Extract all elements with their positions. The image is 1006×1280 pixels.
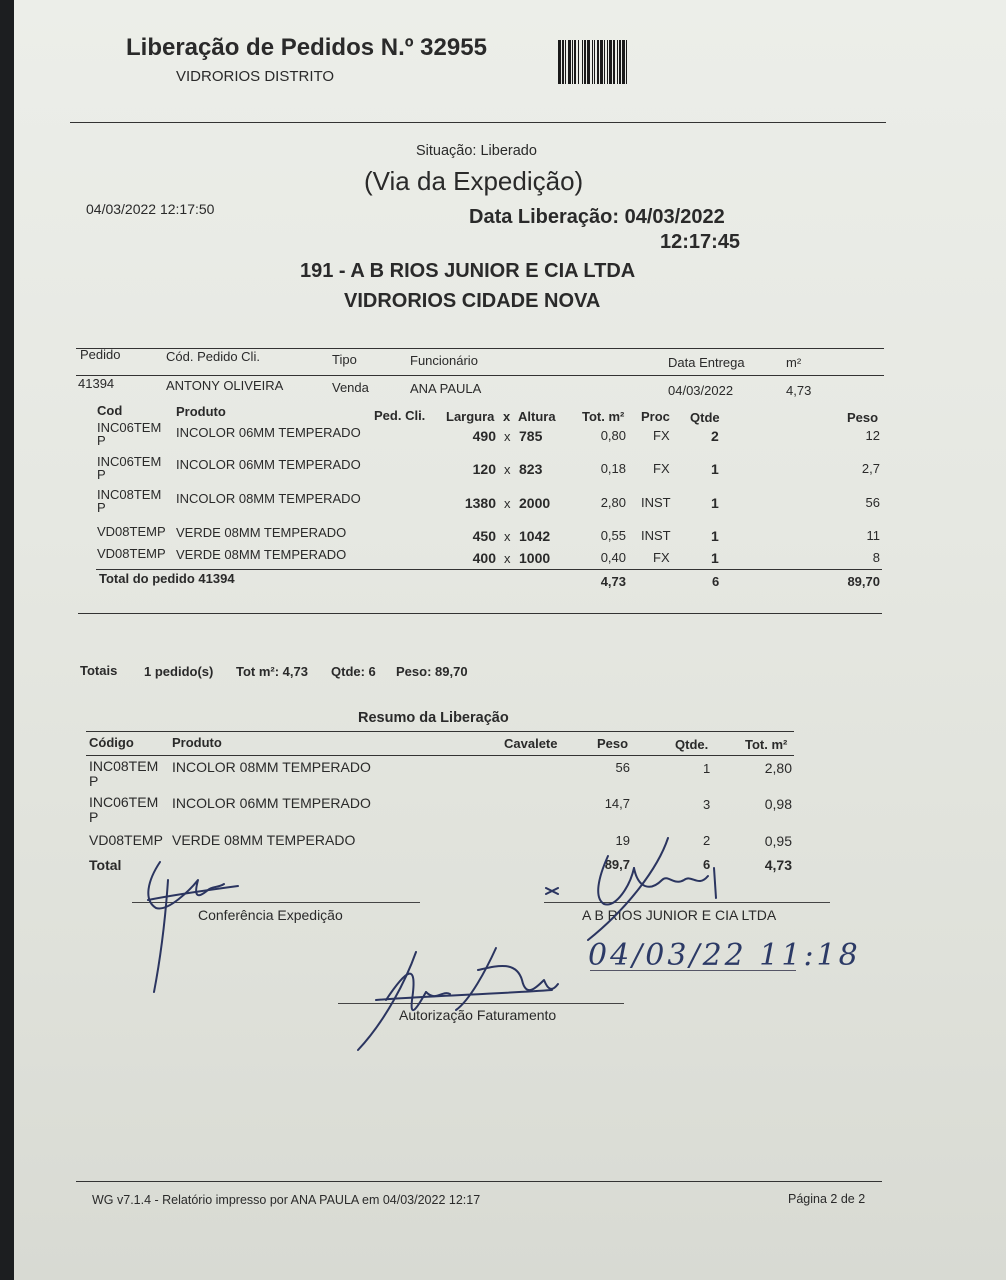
summary-qtde: 3 bbox=[703, 797, 711, 812]
items-header-peso: Peso bbox=[847, 410, 879, 425]
order-m2: 4,73 bbox=[786, 383, 812, 398]
signature-label-client: A B RIOS JUNIOR E CIA LTDA bbox=[582, 907, 777, 923]
item-largura: 400 bbox=[472, 550, 496, 566]
company-name: VIDRORIOS DISTRITO bbox=[176, 68, 335, 85]
item-x: x bbox=[504, 429, 511, 444]
items-total-label: Total do pedido 41394 bbox=[99, 571, 235, 586]
summary-peso: 19 bbox=[615, 833, 630, 848]
item-altura: 2000 bbox=[519, 495, 551, 511]
summary-codigo-cont: P bbox=[89, 809, 99, 825]
summary-header-produto: Produto bbox=[172, 735, 222, 750]
order-cod-cli: ANTONY OLIVEIRA bbox=[166, 378, 284, 393]
summary-top-line bbox=[86, 731, 794, 732]
release-date: Data Liberação: 04/03/2022 bbox=[469, 206, 725, 228]
summary-codigo-cont: P bbox=[89, 773, 99, 789]
items-total-line bbox=[96, 569, 882, 570]
order-funcionario: ANA PAULA bbox=[410, 381, 482, 396]
barcode-bar bbox=[594, 40, 595, 84]
item-tot-m2: 0,55 bbox=[600, 528, 626, 543]
barcode-bar bbox=[626, 40, 627, 84]
item-largura: 490 bbox=[472, 428, 496, 444]
items-header-altura: Altura bbox=[518, 409, 556, 424]
footer-line bbox=[76, 1181, 882, 1182]
signature-conferencia-drawing bbox=[138, 850, 258, 1000]
order-tipo: Venda bbox=[332, 380, 369, 395]
barcode-bar bbox=[600, 40, 603, 84]
item-tot-m2: 0,18 bbox=[600, 461, 626, 476]
item-altura: 1042 bbox=[519, 528, 551, 544]
item-produto: INCOLOR 06MM TEMPERADO bbox=[176, 425, 361, 440]
summary-codigo: INC06TEM bbox=[89, 794, 159, 810]
footer-printed-by: WG v7.1.4 - Relatório impresso por ANA PAULA em 04/03/2022 12:17 bbox=[92, 1193, 481, 1207]
item-produto: VERDE 08MM TEMPERADO bbox=[176, 547, 347, 562]
order-header-line bbox=[76, 375, 884, 376]
item-cod: INC06TEM bbox=[97, 454, 162, 469]
item-cod-cont: P bbox=[97, 500, 106, 515]
summary-header-peso: Peso bbox=[597, 736, 629, 751]
barcode-bar bbox=[617, 40, 618, 84]
item-altura: 785 bbox=[519, 428, 543, 444]
item-cod: VD08TEMP bbox=[97, 546, 166, 561]
summary-total-m2: 4,73 bbox=[764, 857, 792, 873]
summary-header-cavalete: Cavalete bbox=[504, 736, 558, 751]
items-header-ped-cli: Ped. Cli. bbox=[374, 408, 426, 423]
item-proc: FX bbox=[653, 550, 670, 565]
barcode-bar bbox=[613, 40, 615, 84]
signature-label-autorizacao: Autorização Faturamento bbox=[399, 1007, 557, 1023]
order-header-data-entrega: Data Entrega bbox=[668, 355, 745, 370]
barcode-bar bbox=[592, 40, 593, 84]
item-altura: 1000 bbox=[519, 550, 551, 566]
summary-title: Resumo da Liberação bbox=[358, 710, 509, 726]
client-store: VIDRORIOS CIDADE NOVA bbox=[344, 290, 601, 312]
items-header-produto: Produto bbox=[176, 404, 226, 419]
items-header-proc: Proc bbox=[641, 409, 670, 424]
summary-produto: INCOLOR 06MM TEMPERADO bbox=[172, 795, 371, 811]
barcode-bar bbox=[578, 40, 579, 84]
barcode-bar bbox=[607, 40, 608, 84]
barcode-bar bbox=[604, 40, 605, 84]
summary-peso: 56 bbox=[615, 760, 630, 775]
items-total-m2: 4,73 bbox=[600, 574, 626, 589]
item-produto: VERDE 08MM TEMPERADO bbox=[176, 525, 347, 540]
totals-label: Totais bbox=[80, 663, 118, 678]
barcode-bar bbox=[572, 40, 573, 84]
summary-tot-m2: 0,95 bbox=[764, 833, 792, 849]
order-pedido: 41394 bbox=[78, 376, 115, 391]
summary-qtde: 1 bbox=[703, 761, 711, 776]
barcode-bar bbox=[597, 40, 599, 84]
item-tot-m2: 0,80 bbox=[600, 428, 626, 443]
summary-codigo: INC08TEM bbox=[89, 758, 159, 774]
summary-tot-m2: 0,98 bbox=[764, 796, 792, 812]
items-header-x: x bbox=[503, 409, 511, 424]
item-proc: INST bbox=[641, 495, 671, 510]
release-time: 12:17:45 bbox=[660, 231, 741, 253]
order-header-m2: m² bbox=[786, 355, 802, 370]
summary-codigo: VD08TEMP bbox=[89, 832, 163, 848]
item-largura: 1380 bbox=[464, 495, 496, 511]
barcode-bar bbox=[622, 40, 625, 84]
barcode-bar bbox=[584, 40, 586, 84]
items-end-line bbox=[78, 613, 882, 614]
totals-qtde: Qtde: 6 bbox=[331, 664, 376, 679]
items-header-cod: Cod bbox=[97, 403, 123, 418]
item-x: x bbox=[504, 496, 511, 511]
barcode-bar bbox=[562, 40, 564, 84]
item-proc: INST bbox=[641, 528, 671, 543]
via-label: (Via da Expedição) bbox=[364, 166, 584, 196]
item-produto: INCOLOR 06MM TEMPERADO bbox=[176, 457, 361, 472]
item-qtde: 1 bbox=[711, 550, 719, 566]
summary-total-label: Total bbox=[89, 857, 122, 873]
item-qtde: 2 bbox=[711, 428, 719, 444]
item-x: x bbox=[504, 551, 511, 566]
barcode-bar bbox=[565, 40, 566, 84]
summary-peso: 14,7 bbox=[604, 796, 630, 811]
barcode-bar bbox=[574, 40, 576, 84]
order-header-pedido: Pedido bbox=[80, 347, 121, 362]
items-total-qtde: 6 bbox=[712, 574, 720, 589]
summary-produto: INCOLOR 08MM TEMPERADO bbox=[172, 759, 371, 775]
document-page bbox=[14, 0, 1006, 1280]
summary-qtde: 2 bbox=[703, 833, 711, 848]
summary-header-line bbox=[86, 755, 794, 756]
item-largura: 120 bbox=[472, 461, 496, 477]
situation: Situação: Liberado bbox=[416, 143, 537, 159]
signature-client-drawing bbox=[538, 828, 738, 948]
item-tot-m2: 2,80 bbox=[600, 495, 626, 510]
barcode-bar bbox=[619, 40, 621, 84]
item-proc: FX bbox=[653, 428, 670, 443]
signature-autorizacao-drawing bbox=[346, 940, 566, 1055]
handwritten-date: 04/03/22 11:18 bbox=[588, 938, 861, 973]
item-peso: 56 bbox=[865, 495, 880, 510]
order-header-tipo: Tipo bbox=[332, 352, 357, 367]
barcode-bar bbox=[609, 40, 612, 84]
barcode-bar bbox=[587, 40, 590, 84]
barcode-bar bbox=[558, 40, 561, 84]
item-tot-m2: 0,40 bbox=[600, 550, 626, 565]
barcode bbox=[558, 40, 700, 84]
item-x: x bbox=[504, 462, 511, 477]
item-proc: FX bbox=[653, 461, 670, 476]
items-header-qtde: Qtde bbox=[690, 410, 720, 425]
order-header-cod-cli: Cód. Pedido Cli. bbox=[166, 349, 260, 364]
item-cod: INC06TEM bbox=[97, 420, 162, 435]
item-peso: 11 bbox=[866, 528, 880, 543]
item-peso: 8 bbox=[872, 550, 880, 565]
item-x: x bbox=[504, 529, 511, 544]
items-header-tot-m2: Tot. m² bbox=[582, 409, 625, 424]
summary-header-qtde: Qtde. bbox=[675, 737, 709, 752]
footer-page-number: Página 2 de 2 bbox=[788, 1192, 866, 1206]
item-cod-cont: P bbox=[97, 467, 106, 482]
summary-produto: VERDE 08MM TEMPERADO bbox=[172, 832, 356, 848]
summary-header-codigo: Código bbox=[89, 735, 134, 750]
item-cod: INC08TEM bbox=[97, 487, 162, 502]
item-produto: INCOLOR 08MM TEMPERADO bbox=[176, 491, 361, 506]
summary-header-tot-m2: Tot. m² bbox=[745, 737, 788, 752]
items-total-peso: 89,70 bbox=[847, 574, 880, 589]
barcode-bar bbox=[582, 40, 583, 84]
item-largura: 450 bbox=[472, 528, 496, 544]
item-peso: 2,7 bbox=[861, 461, 880, 476]
item-cod: VD08TEMP bbox=[97, 524, 166, 539]
summary-total-qtde: 6 bbox=[703, 857, 711, 872]
signature-label-conferencia: Conferência Expedição bbox=[198, 907, 343, 923]
document-title: Liberação de Pedidos N.º 32955 bbox=[126, 34, 487, 61]
barcode-bar bbox=[568, 40, 571, 84]
order-data-entrega: 04/03/2022 bbox=[668, 383, 734, 398]
print-datetime: 04/03/2022 12:17:50 bbox=[86, 201, 215, 217]
item-qtde: 1 bbox=[711, 495, 719, 511]
handwritten-date-underline bbox=[590, 970, 796, 971]
item-cod-cont: P bbox=[97, 433, 106, 448]
items-header-largura: Largura bbox=[446, 409, 495, 424]
order-header-funcionario: Funcionário bbox=[410, 353, 478, 368]
summary-tot-m2: 2,80 bbox=[764, 760, 792, 776]
summary-total-peso: 89,7 bbox=[604, 857, 630, 872]
item-altura: 823 bbox=[519, 461, 543, 477]
item-qtde: 1 bbox=[711, 461, 719, 477]
totals-pedidos: 1 pedido(s) bbox=[144, 664, 214, 679]
client-name: 191 - A B RIOS JUNIOR E CIA LTDA bbox=[300, 260, 636, 282]
totals-m2: Tot m²: 4,73 bbox=[236, 664, 308, 679]
item-qtde: 1 bbox=[711, 528, 719, 544]
totals-peso: Peso: 89,70 bbox=[396, 664, 468, 679]
item-peso: 12 bbox=[865, 428, 880, 443]
header-divider bbox=[70, 122, 886, 123]
